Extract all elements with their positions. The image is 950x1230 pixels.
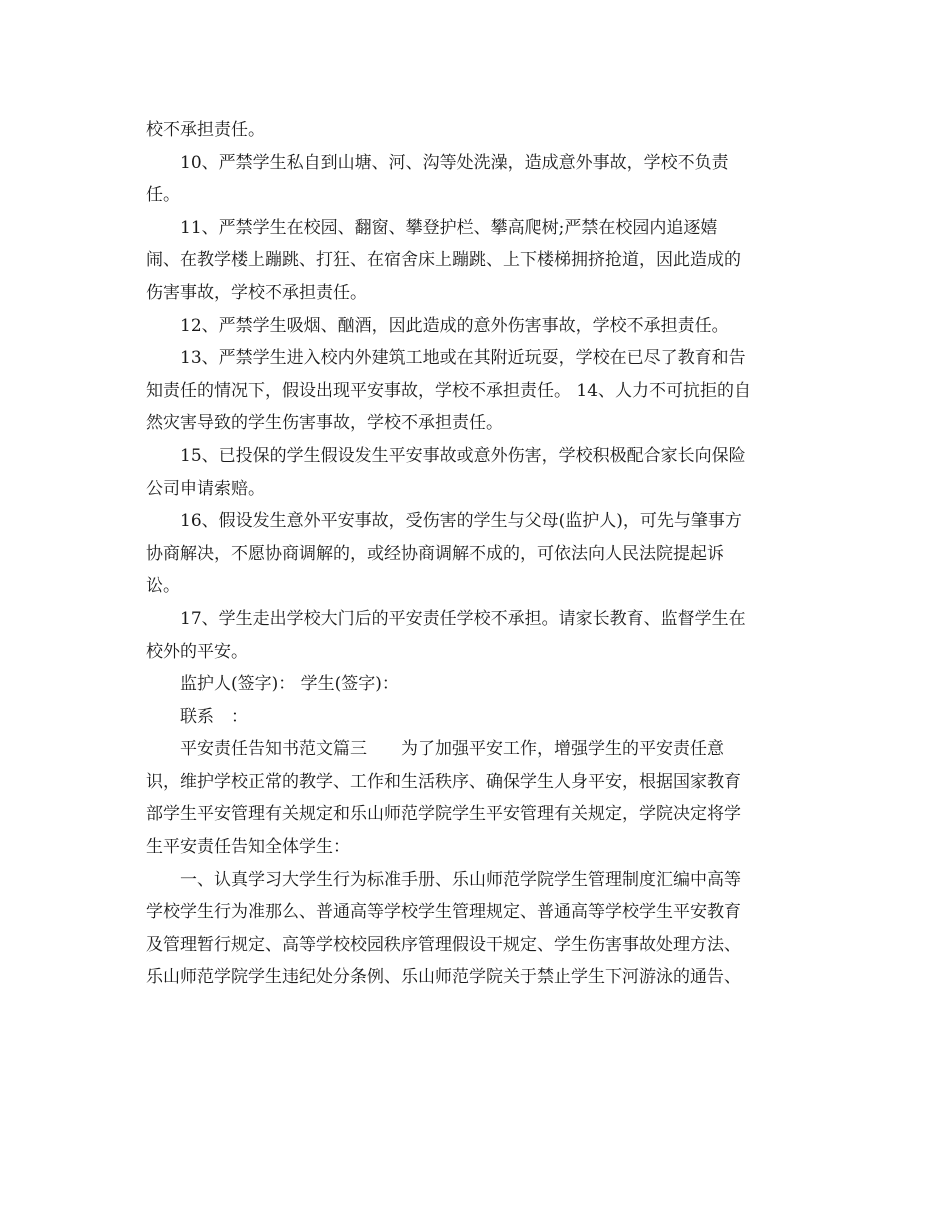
text-line: 协商解决，不愿协商调解的，或经协商调解不成的，可依法向人民法院提起诉 <box>146 543 724 564</box>
text-line: 16、假设发生意外平安事故，受伤害的学生与父母(监护人)，可先与肇事方 <box>180 511 742 532</box>
text-line: 部学生平安管理有关规定和乐山师范学院学生平安管理有关规定，学院决定将学 <box>146 804 741 825</box>
paragraph <box>146 733 806 863</box>
text-line: 讼。 <box>146 576 180 597</box>
text-line: 生平安责任告知全体学生： <box>146 837 350 858</box>
text-line: 监护人(签字)： 学生(签字)： <box>180 674 399 695</box>
paragraph <box>146 114 806 147</box>
paragraph <box>146 864 806 994</box>
text-line: 伤害事故，学校不承担责任。 <box>146 282 367 303</box>
text-line: 13、严禁学生进入校内外建筑工地或在其附近玩耍，学校在已尽了教育和告 <box>180 348 746 369</box>
text-line: 及管理暂行规定、高等学校校园秩序管理假设干规定、学生伤害事故处理方法、 <box>146 934 741 955</box>
paragraph <box>146 342 806 440</box>
text-line: 然灾害导致的学生伤害事故，学校不承担责任。 <box>146 413 503 434</box>
paragraph <box>146 310 806 343</box>
paragraph <box>146 603 806 668</box>
paragraph <box>146 147 806 212</box>
text-line: 平安责任告知书范文篇三 为了加强平安工作，增强学生的平安责任意 <box>180 739 724 760</box>
text-line: 识，维护学校正常的教学、工作和生活秩序、确保学生人身平安，根据国家教育 <box>146 771 741 792</box>
text-line: 学校学生行为准那么、普通高等学校学生管理规定、普通高等学校学生平安教育 <box>146 902 741 923</box>
text-line: 知责任的情况下，假设出现平安事故，学校不承担责任。 14、人力不可抗拒的自 <box>146 380 752 401</box>
text-line: 12、严禁学生吸烟、酗酒，因此造成的意外伤害事故，学校不承担责任。 <box>180 315 729 336</box>
text-line: 10、严禁学生私自到山塘、河、沟等处洗澡，造成意外事故，学校不负责 <box>180 152 729 173</box>
text-line: 校外的平安。 <box>146 641 248 662</box>
text-line: 任。 <box>146 185 180 206</box>
paragraph <box>146 440 806 505</box>
paragraph <box>146 505 806 603</box>
text-line: 公司申请索赔。 <box>146 478 265 499</box>
paragraph <box>146 668 806 701</box>
text-line: 乐山师范学院学生违纪处分条例、乐山师范学院关于禁止学生下河游泳的通告、 <box>146 967 741 988</box>
text-line: 校不承担责任。 <box>146 120 265 140</box>
paragraph <box>146 212 806 310</box>
text-line: 联系 ： <box>180 706 248 727</box>
text-line: 17、学生走出学校大门后的平安责任学校不承担。请家长教育、监督学生在 <box>180 608 746 629</box>
text-line: 15、已投保的学生假设发生平安事故或意外伤害，学校积极配合家长向保险 <box>180 445 746 466</box>
text-line: 一、认真学习大学生行为标准手册、乐山师范学院学生管理制度汇编中高等 <box>180 869 741 890</box>
document-page <box>146 114 806 994</box>
text-line: 11、严禁学生在校园、翻窗、攀登护栏、攀高爬树;严禁在校园内追逐嬉 <box>180 217 718 238</box>
text-line: 闹、在教学楼上蹦跳、打狂、在宿舍床上蹦跳、上下楼梯拥挤抢道，因此造成的 <box>146 250 741 271</box>
paragraph <box>146 701 806 734</box>
